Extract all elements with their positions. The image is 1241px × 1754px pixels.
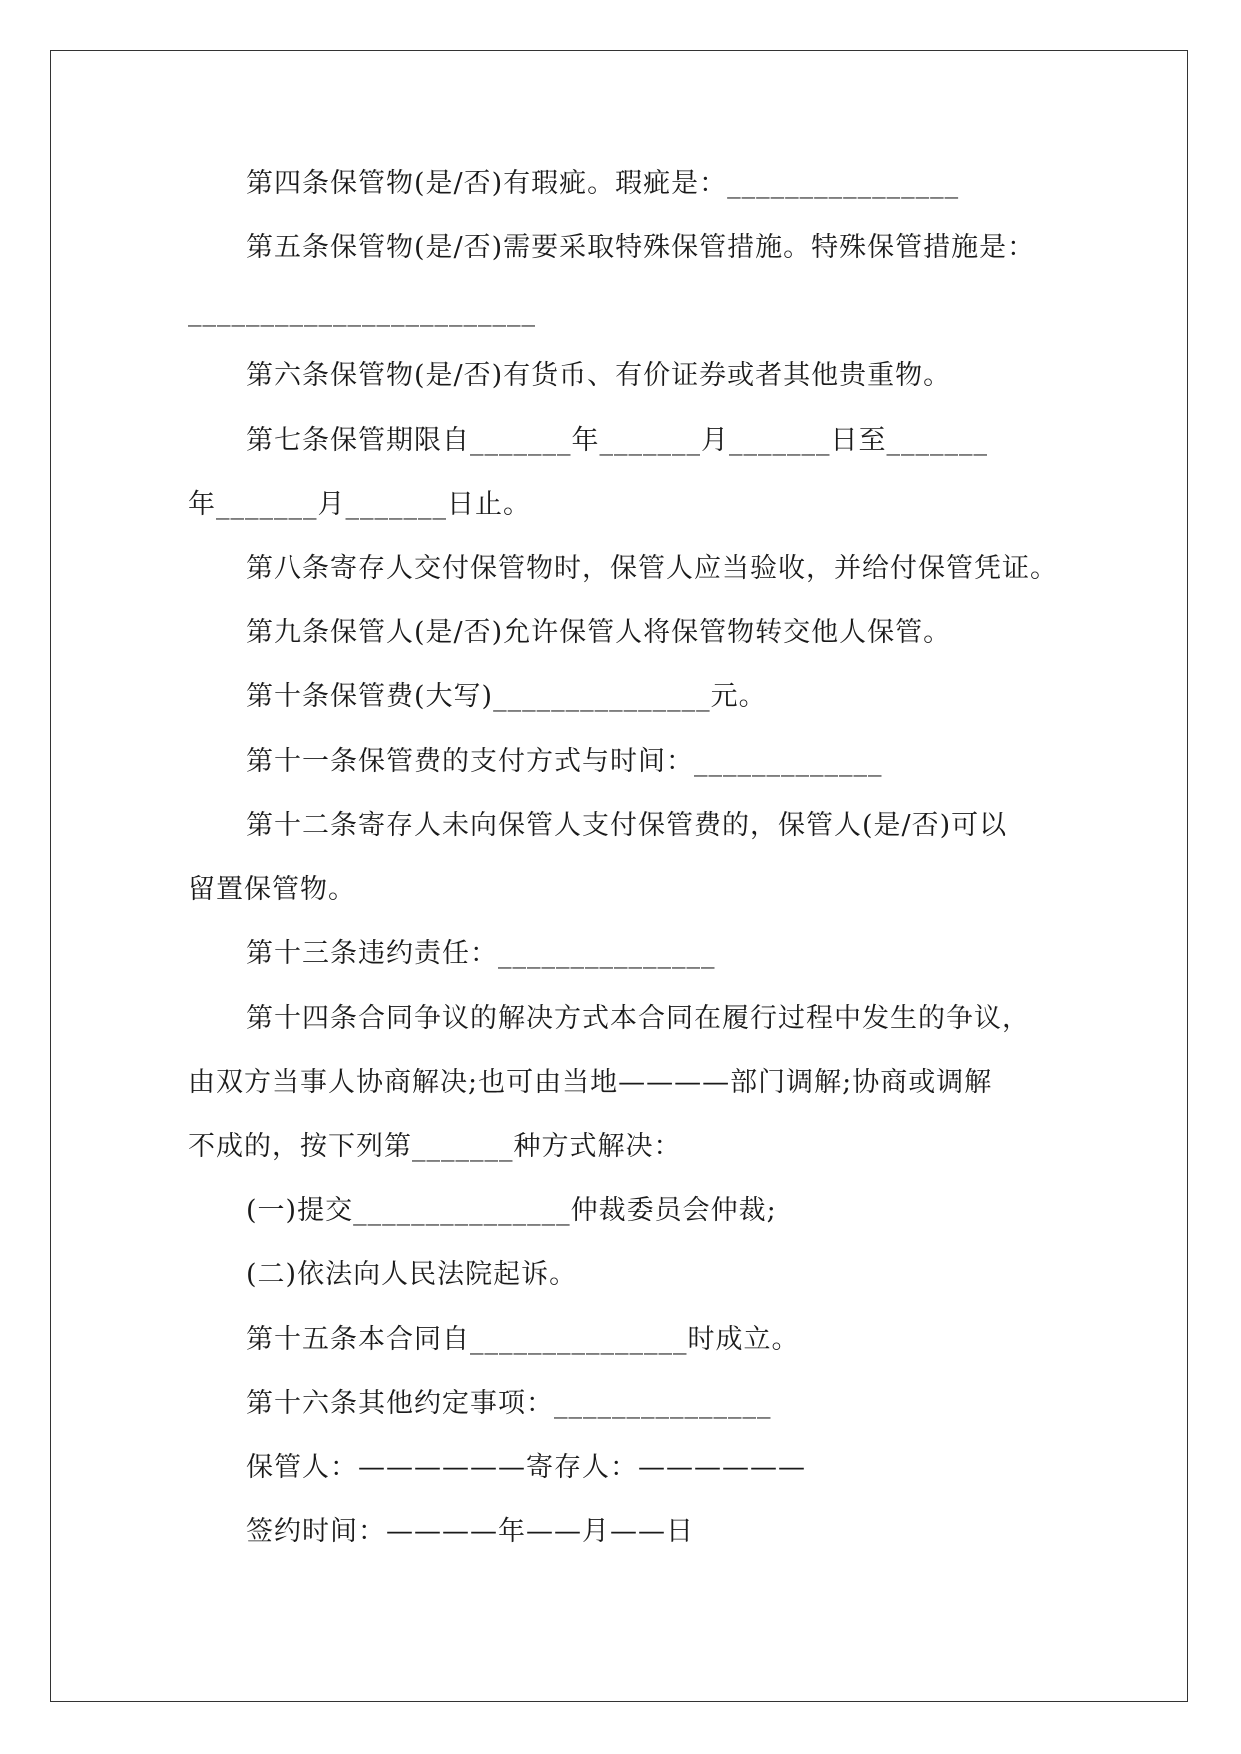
clause-14-cont-2: 不成的，按下列第_______种方式解决：	[188, 1131, 682, 1162]
clause-5: 第五条保管物(是/否)需要采取特殊保管措施。特殊保管措施是：	[246, 232, 1036, 263]
clause-10: 第十条保管费(大写)_______________元。	[246, 681, 767, 712]
clause-7: 第七条保管期限自_______年_______月_______日至_______	[246, 425, 988, 456]
clause-11: 第十一条保管费的支付方式与时间：_____________	[246, 746, 883, 777]
clause-16: 第十六条其他约定事项：_______________	[246, 1388, 772, 1419]
clause-13: 第十三条违约责任：_______________	[246, 938, 716, 969]
clause-5-blank: ________________________	[188, 296, 536, 327]
clause-8: 第八条寄存人交付保管物时，保管人应当验收，并给付保管凭证。	[246, 553, 1058, 584]
option-1: (一)提交_______________仲裁委员会仲裁;	[246, 1195, 777, 1226]
clause-4: 第四条保管物(是/否)有瑕疵。瑕疵是：________________	[246, 168, 960, 199]
signature-parties: 保管人：——————寄存人：——————	[246, 1452, 806, 1483]
clause-14: 第十四条合同争议的解决方式本合同在履行过程中发生的争议，	[246, 1003, 1030, 1034]
signing-date: 签约时间：————年——月——日	[246, 1516, 694, 1547]
clause-9: 第九条保管人(是/否)允许保管人将保管物转交他人保管。	[246, 617, 952, 648]
clause-7-cont: 年_______月_______日止。	[188, 489, 531, 520]
clause-12: 第十二条寄存人未向保管人支付保管费的，保管人(是/否)可以	[246, 810, 1008, 841]
option-2: (二)依法向人民法院起诉。	[246, 1259, 578, 1290]
clause-14-cont-1: 由双方当事人协商解决;也可由当地————部门调解;协商或调解	[188, 1067, 993, 1098]
clause-12-cont: 留置保管物。	[188, 874, 356, 905]
clause-15: 第十五条本合同自_______________时成立。	[246, 1324, 800, 1355]
clause-6: 第六条保管物(是/否)有货币、有价证券或者其他贵重物。	[246, 360, 952, 391]
